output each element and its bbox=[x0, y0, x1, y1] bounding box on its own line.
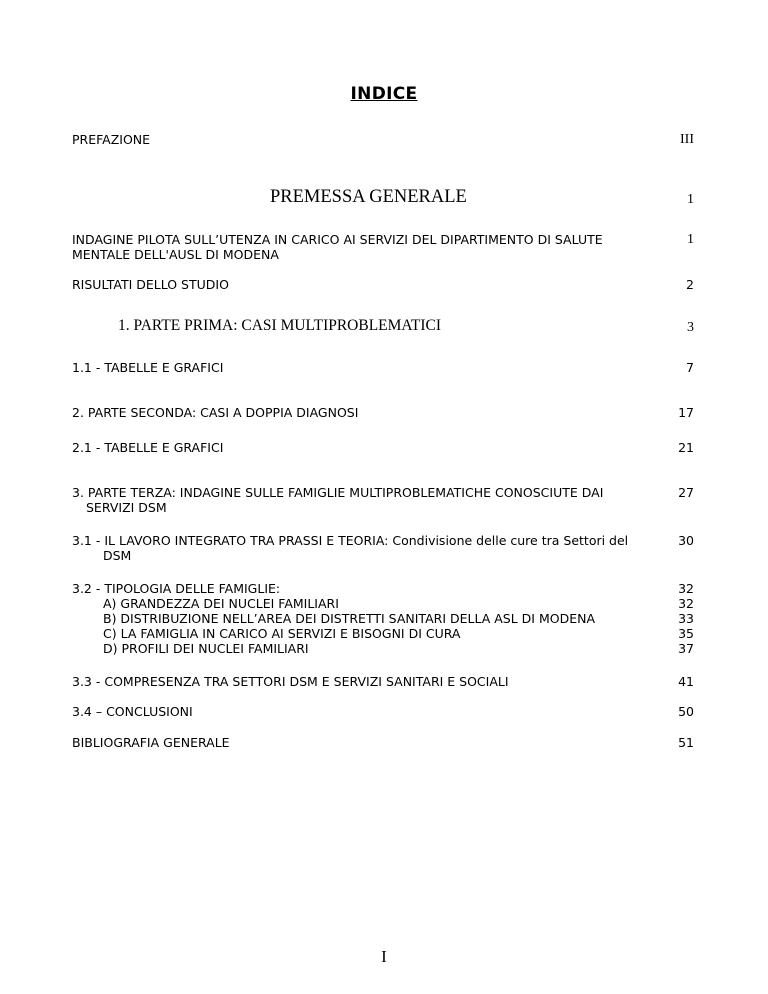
toc-page: 27 bbox=[678, 485, 694, 500]
toc-label-line: SERVIZI DSM bbox=[86, 500, 167, 515]
toc-page-column bbox=[678, 581, 694, 656]
toc-page: 17 bbox=[678, 405, 694, 420]
toc-label: PREFAZIONE bbox=[72, 132, 151, 147]
toc-label bbox=[72, 485, 652, 515]
toc-label bbox=[72, 533, 652, 563]
page-number: I bbox=[381, 947, 387, 966]
toc-page: 32 bbox=[678, 581, 694, 596]
toc-label bbox=[72, 581, 652, 656]
toc-label bbox=[72, 232, 652, 262]
toc-page: 7 bbox=[686, 360, 694, 375]
toc-page: 21 bbox=[678, 440, 694, 455]
toc-label: BIBLIOGRAFIA GENERALE bbox=[72, 735, 230, 750]
toc-page: 33 bbox=[678, 611, 694, 626]
toc-sub-item: A) GRANDEZZA DEI NUCLEI FAMILIARI bbox=[103, 596, 339, 611]
toc-page: 1 bbox=[687, 192, 694, 207]
toc-label: 1.1 - TABELLE E GRAFICI bbox=[72, 360, 224, 375]
toc-label: 3.3 - COMPRESENZA TRA SETTORI DSM E SERVIZI SANITARI E SOCIALI bbox=[72, 674, 509, 689]
toc-entry-parte-prima bbox=[72, 318, 694, 338]
toc-page: 2 bbox=[686, 277, 694, 292]
toc-label: 2.1 - TABELLE E GRAFICI bbox=[72, 440, 224, 455]
toc-label-line: 3.2 - TIPOLOGIA DELLE FAMIGLIE: bbox=[72, 581, 281, 596]
toc-page: 37 bbox=[678, 641, 694, 656]
toc-page: 3 bbox=[687, 320, 694, 335]
toc-label-line: INDAGINE PILOTA SULL’UTENZA IN CARICO AI SERVIZI DEL DIPARTIMENTO DI SALUTE bbox=[72, 232, 603, 247]
toc-sub-item: C) LA FAMIGLIA IN CARICO AI SERVIZI E BISOGNI DI CURA bbox=[103, 626, 461, 641]
toc-page: III bbox=[680, 132, 694, 147]
toc-label: 1. PARTE PRIMA: CASI MULTIPROBLEMATICI bbox=[118, 317, 442, 334]
toc-label-line: DSM bbox=[103, 548, 132, 563]
toc-page: 30 bbox=[678, 533, 694, 548]
toc-label-line: 3.1 - IL LAVORO INTEGRATO TRA PRASSI E TEORIA: Condivisione delle cure tra Settori del bbox=[72, 533, 629, 548]
toc-label: 3.4 – CONCLUSIONI bbox=[72, 704, 193, 719]
toc-page: 41 bbox=[678, 674, 694, 689]
document-title: INDICE bbox=[350, 84, 418, 104]
toc-page: 51 bbox=[678, 735, 694, 750]
toc-page: 1 bbox=[687, 232, 694, 247]
toc-page: 50 bbox=[678, 704, 694, 719]
toc-page: 35 bbox=[678, 626, 694, 641]
toc-label: 2. PARTE SECONDA: CASI A DOPPIA DIAGNOSI bbox=[72, 405, 359, 420]
toc-label: PREMESSA GENERALE bbox=[270, 187, 467, 207]
toc-page: 32 bbox=[678, 596, 694, 611]
toc-entry-premessa bbox=[72, 187, 694, 212]
toc-label-line: MENTALE DELL'AUSL DI MODENA bbox=[72, 247, 279, 262]
toc-sub-item: D) PROFILI DEI NUCLEI FAMILIARI bbox=[103, 641, 309, 656]
toc-sub-item: B) DISTRIBUZIONE NELL’AREA DEI DISTRETTI SANITARI DELLA ASL DI MODENA bbox=[103, 611, 595, 626]
toc-label-line: 3. PARTE TERZA: INDAGINE SULLE FAMIGLIE MULTIPROBLEMATICHE CONOSCIUTE DAI bbox=[72, 485, 604, 500]
toc-label: RISULTATI DELLO STUDIO bbox=[72, 277, 229, 292]
